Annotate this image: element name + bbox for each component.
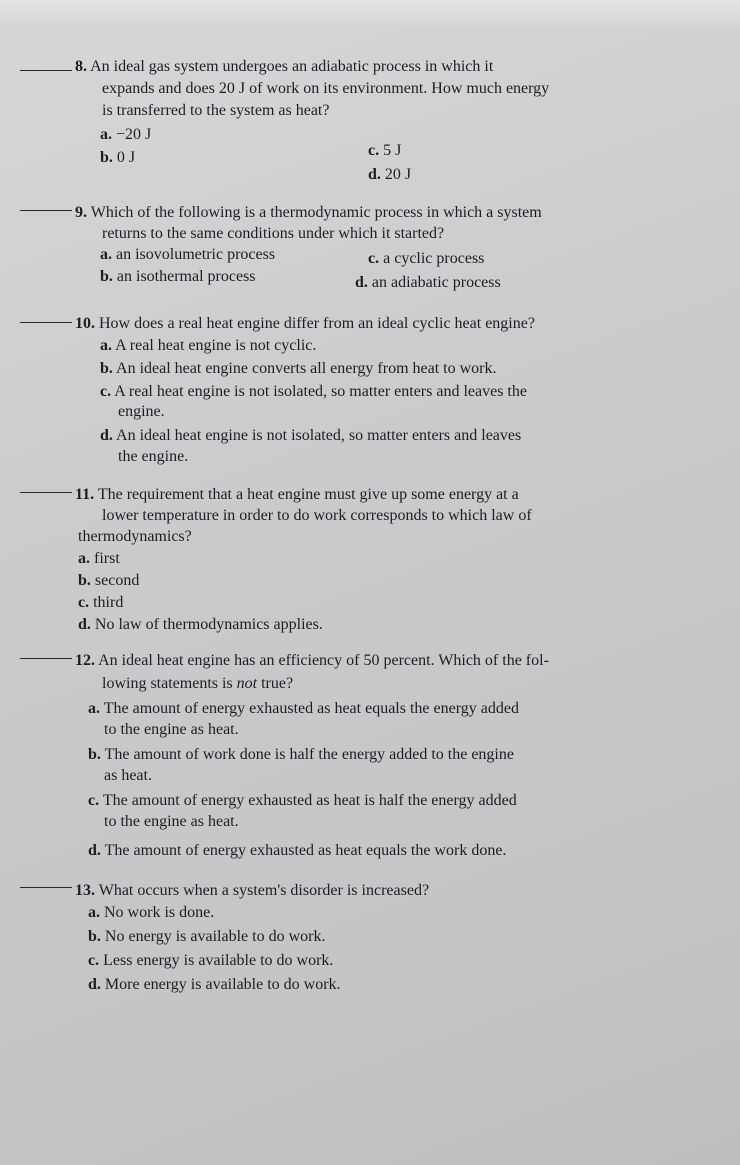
q12-option-a-line-1: a. The amount of energy exhausted as heat equals the energy added	[88, 700, 519, 717]
question-8-line-1: 8. An ideal gas system undergoes an adiabatic process in which it	[75, 58, 494, 75]
question-11-line-1: 11. The requirement that a heat engine must give up some energy at a	[75, 486, 519, 503]
question-8-line-3: is transferred to the system as heat?	[102, 102, 330, 119]
item-label: c.	[100, 383, 112, 400]
q11-option-a: a. first	[78, 550, 120, 567]
item-label: d.	[88, 976, 101, 993]
q9-option-d: d. an adiabatic process	[355, 274, 501, 291]
question-11-line-2: lower temperature in order to do work corresponds to which law of	[102, 507, 532, 524]
q12-emphasis: not	[236, 675, 258, 692]
q13-option-d: d. More energy is available to do work.	[88, 976, 341, 993]
item-label: d.	[355, 274, 368, 291]
item-label: a.	[78, 550, 90, 567]
question-11-line-3: thermodynamics?	[78, 528, 192, 545]
page-top-edge	[0, 0, 740, 28]
item-label: b.	[78, 572, 91, 589]
item-label: a.	[88, 700, 100, 717]
item-label: a.	[100, 126, 112, 143]
item-label: c.	[368, 142, 380, 159]
item-label: b.	[100, 360, 113, 377]
q11-option-d: d. No law of thermodynamics applies.	[78, 616, 323, 633]
q10-option-c-line-2: engine.	[118, 403, 165, 420]
item-label: 11.	[75, 486, 95, 503]
item-label: a.	[88, 904, 100, 921]
q11-option-b: b. second	[78, 572, 140, 589]
answer-blank-10[interactable]	[20, 322, 72, 323]
item-label: b.	[88, 746, 101, 763]
q12-text: lowing statements is	[102, 675, 233, 692]
answer-blank-11[interactable]	[20, 492, 72, 493]
item-label: a.	[100, 337, 112, 354]
item-label: b.	[100, 268, 113, 285]
q11-option-c: c. third	[78, 594, 124, 611]
question-12-line-2	[102, 675, 293, 693]
q10-option-d-line-2: the engine.	[118, 448, 189, 465]
item-label: 10.	[75, 315, 95, 332]
question-8-line-2: expands and does 20 J of work on its environment. How much energy	[102, 80, 550, 97]
q10-option-d-line-1: d. An ideal heat engine is not isolated, so matter enters and leaves	[100, 427, 522, 444]
q10-option-c-line-1: c. A real heat engine is not isolated, so matter enters and leaves the	[100, 383, 527, 400]
item-label: b.	[88, 928, 101, 945]
item-label: a.	[100, 246, 112, 263]
q13-option-c: c. Less energy is available to do work.	[88, 952, 334, 969]
item-label: 13.	[75, 882, 95, 899]
q9-option-a: a. an isovolumetric process	[100, 246, 276, 263]
answer-blank-13[interactable]	[20, 887, 72, 888]
question-10-line-1: 10. How does a real heat engine differ from an ideal cyclic heat engine?	[75, 315, 535, 332]
item-label: d.	[88, 842, 101, 859]
question-12-line-1: 12. An ideal heat engine has an efficiency of 50 percent. Which of the fol-	[75, 652, 549, 669]
q10-option-a: a. A real heat engine is not cyclic.	[100, 337, 317, 354]
item-label: b.	[100, 149, 113, 166]
answer-blank-12[interactable]	[20, 658, 72, 659]
q12-option-c-line-1: c. The amount of energy exhausted as heat is half the energy added	[88, 792, 517, 809]
q8-option-c: c. 5 J	[368, 142, 402, 159]
item-label: d.	[78, 616, 91, 633]
item-label: d.	[100, 427, 113, 444]
question-9-line-2: returns to the same conditions under which it started?	[102, 225, 445, 242]
q8-option-b: b. 0 J	[100, 149, 136, 166]
question-13-line-1: 13. What occurs when a system's disorder is increased?	[75, 882, 430, 899]
answer-blank-9[interactable]	[20, 210, 72, 211]
q12-option-b-line-1: b. The amount of work done is half the energy added to the engine	[88, 746, 514, 763]
item-label: c.	[88, 952, 100, 969]
item-label: 8.	[75, 58, 87, 75]
item-label: 12.	[75, 652, 95, 669]
q8-option-d: d. 20 J	[368, 166, 412, 183]
item-label: d.	[368, 166, 381, 183]
q12-option-d: d. The amount of energy exhausted as heat equals the work done.	[88, 842, 507, 859]
q8-option-a: a. −20 J	[100, 126, 152, 143]
q12-option-a-line-2: to the engine as heat.	[104, 721, 239, 738]
question-9-line-1: 9. Which of the following is a thermodynamic process in which a system	[75, 204, 542, 221]
q9-option-c: c. a cyclic process	[368, 250, 485, 267]
item-label: 9.	[75, 204, 87, 221]
answer-blank-8[interactable]	[20, 70, 72, 71]
q13-option-b: b. No energy is available to do work.	[88, 928, 326, 945]
item-label: c.	[368, 250, 380, 267]
q12-option-b-line-2: as heat.	[104, 767, 152, 784]
q12-option-c-line-2: to the engine as heat.	[104, 813, 239, 830]
item-label: c.	[88, 792, 100, 809]
q12-text-end: true?	[261, 675, 294, 692]
q10-option-b: b. An ideal heat engine converts all energy from heat to work.	[100, 360, 497, 377]
q13-option-a: a. No work is done.	[88, 904, 215, 921]
q9-option-b: b. an isothermal process	[100, 268, 256, 285]
item-label: c.	[78, 594, 90, 611]
